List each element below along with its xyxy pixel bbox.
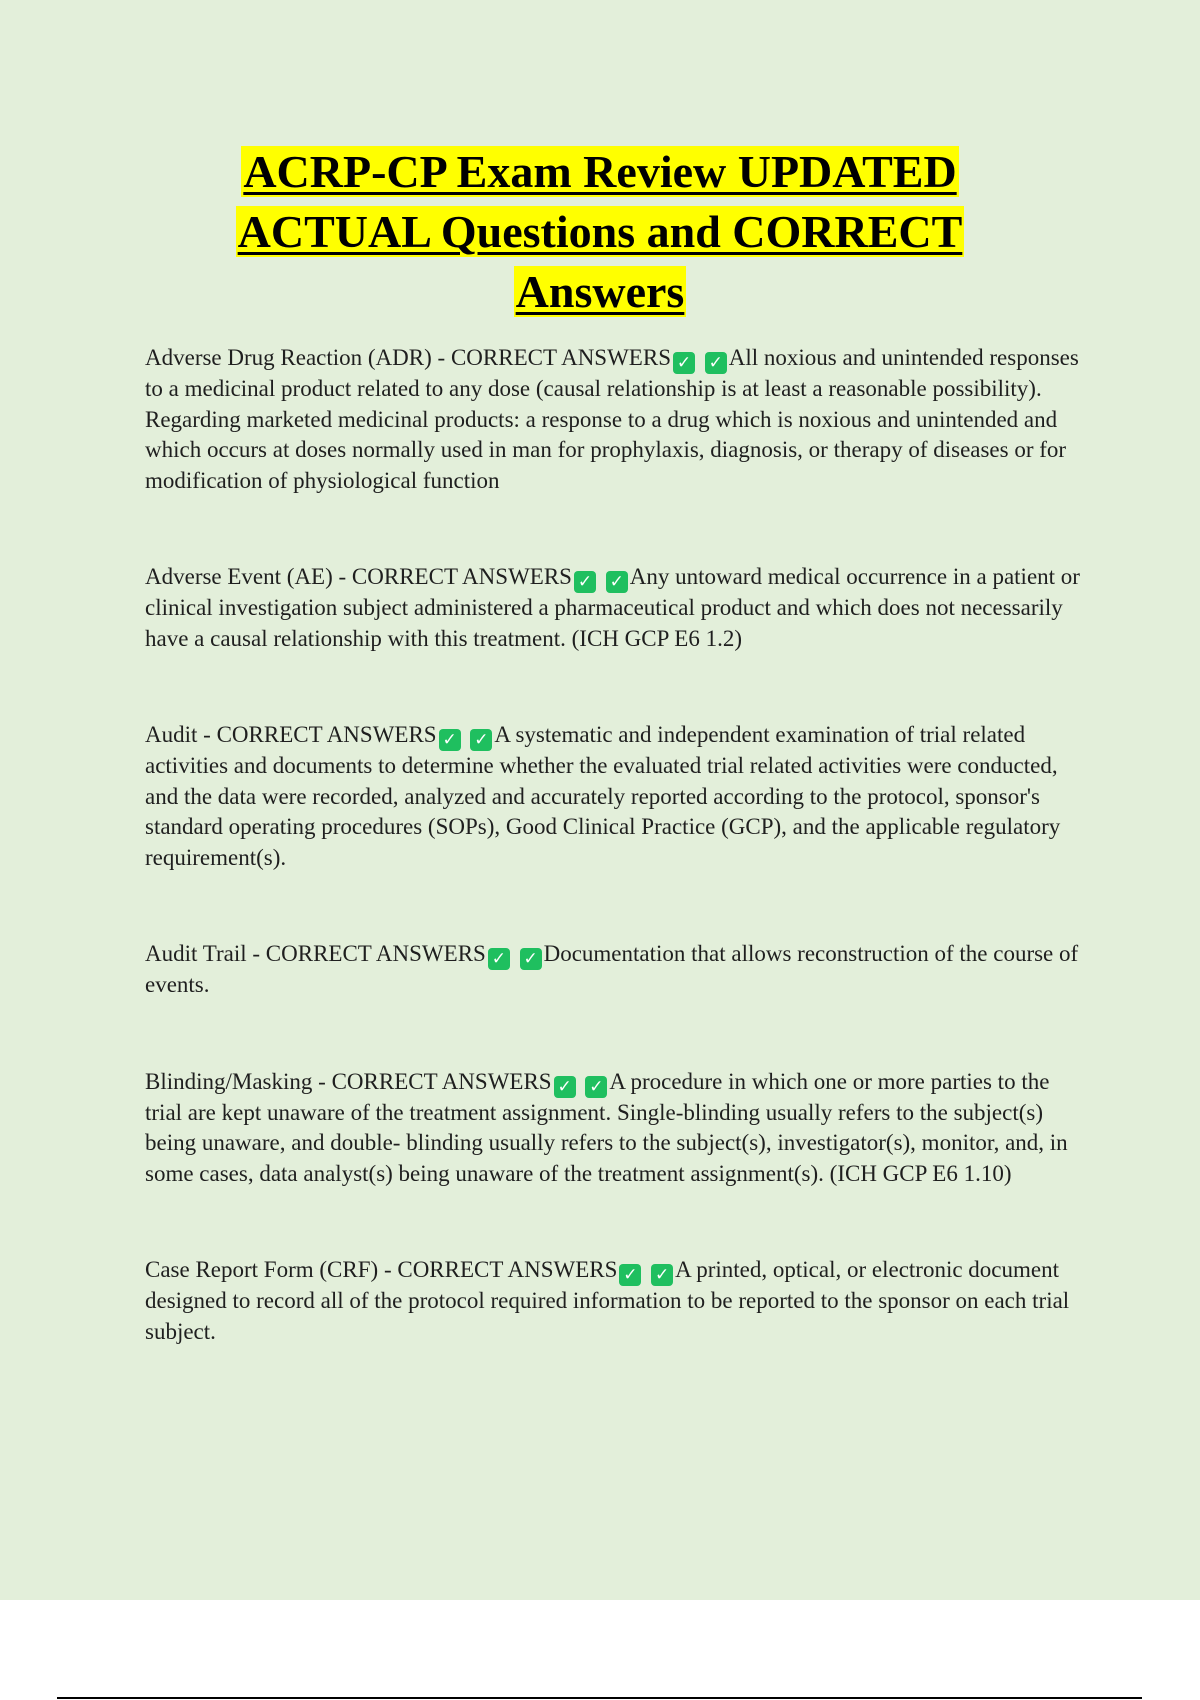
check-mark-icon: ✓	[705, 352, 727, 374]
entry-term: Audit -	[145, 722, 217, 747]
entry-term: Audit Trail -	[145, 941, 266, 966]
title-line: Answers	[515, 266, 685, 317]
entry-adverse-drug-reaction	[145, 343, 1090, 496]
page-separator-line	[57, 1697, 1142, 1699]
check-mark-icon: ✓	[673, 352, 695, 374]
entry-definition: Documentation that allows reconstruction of the course of events.	[145, 941, 1079, 997]
entry-case-report-form	[145, 1255, 1090, 1347]
check-mark-icon: ✓	[520, 948, 542, 970]
entry-term: Blinding/Masking -	[145, 1068, 332, 1094]
answer-marker: CORRECT ANSWERS	[216, 722, 437, 747]
answer-marker: CORRECT ANSWERS	[265, 941, 486, 966]
check-mark-icon: ✓	[606, 571, 628, 593]
entry-definition: A systematic and independent examination of trial related activities and documents to determine whether the evaluated trial related activities were conducted, and the data were recorded, analyzed and accurately reported according to the protocol, sponsor's standard operating procedures (SOPs), Good Clinical Practice (GCP), and the applicable regulatory requirement(s).	[145, 722, 1061, 870]
entry-adverse-event	[145, 562, 1090, 654]
check-mark-icon: ✓	[585, 1076, 607, 1098]
check-mark-icon: ✓	[574, 571, 596, 593]
answer-marker: CORRECT ANSWERS	[397, 1257, 618, 1282]
entry-definition: All noxious and unintended responses to a medicinal product related to any dose (causal relationship is at least a reasonable possibility). Regarding marketed medicinal products: a response to a drug which is noxious and unintended and which occurs at doses normally used in man for prophylaxis, diagnosis, or therapy of diseases or for modification of physiological function	[145, 345, 1079, 493]
document-title	[0, 142, 1200, 322]
entry-definition: A printed, optical, or electronic document designed to record all of the protocol required information to be reported to the sponsor on each trial subject.	[145, 1257, 1070, 1344]
entry-audit-trail	[145, 939, 1090, 1001]
entry-term: Case Report Form (CRF) -	[145, 1257, 398, 1282]
answer-marker: CORRECT ANSWERS	[331, 1068, 552, 1094]
answer-marker: CORRECT ANSWERS	[450, 345, 671, 370]
check-mark-icon: ✓	[470, 729, 492, 751]
check-mark-icon: ✓	[554, 1076, 576, 1098]
check-mark-icon: ✓	[651, 1264, 673, 1286]
check-mark-icon: ✓	[439, 729, 461, 751]
entry-definition: A procedure in which one or more parties to the trial are kept unaware of the treatment assignment. Single-blinding usually refers to the subject(s) being unaware, and double- blinding usually refers to the subject(s), investigator(s), monitor, and, in some cases, data analyst(s) being unaware of the treatment assignment(s). (ICH GCP E6 1.10)	[145, 1068, 1068, 1186]
entry-term: Adverse Event (AE) -	[145, 564, 352, 589]
entry-definition: Any untoward medical occurrence in a patient or clinical investigation subject administered a pharmaceutical product and which does not necessarily have a causal relationship with this treatment. (ICH GCP E6 1.2)	[145, 564, 1080, 651]
entry-blinding-masking	[145, 1067, 1090, 1190]
title-line: ACRP-CP Exam Review UPDATED	[243, 146, 957, 197]
entry-audit	[145, 720, 1090, 873]
entry-list	[145, 343, 1090, 1347]
title-line: ACTUAL Questions and CORRECT	[237, 206, 963, 257]
check-mark-icon: ✓	[619, 1264, 641, 1286]
entry-term: Adverse Drug Reaction (ADR) -	[145, 345, 451, 370]
check-mark-icon: ✓	[488, 948, 510, 970]
answer-marker: CORRECT ANSWERS	[351, 564, 572, 589]
